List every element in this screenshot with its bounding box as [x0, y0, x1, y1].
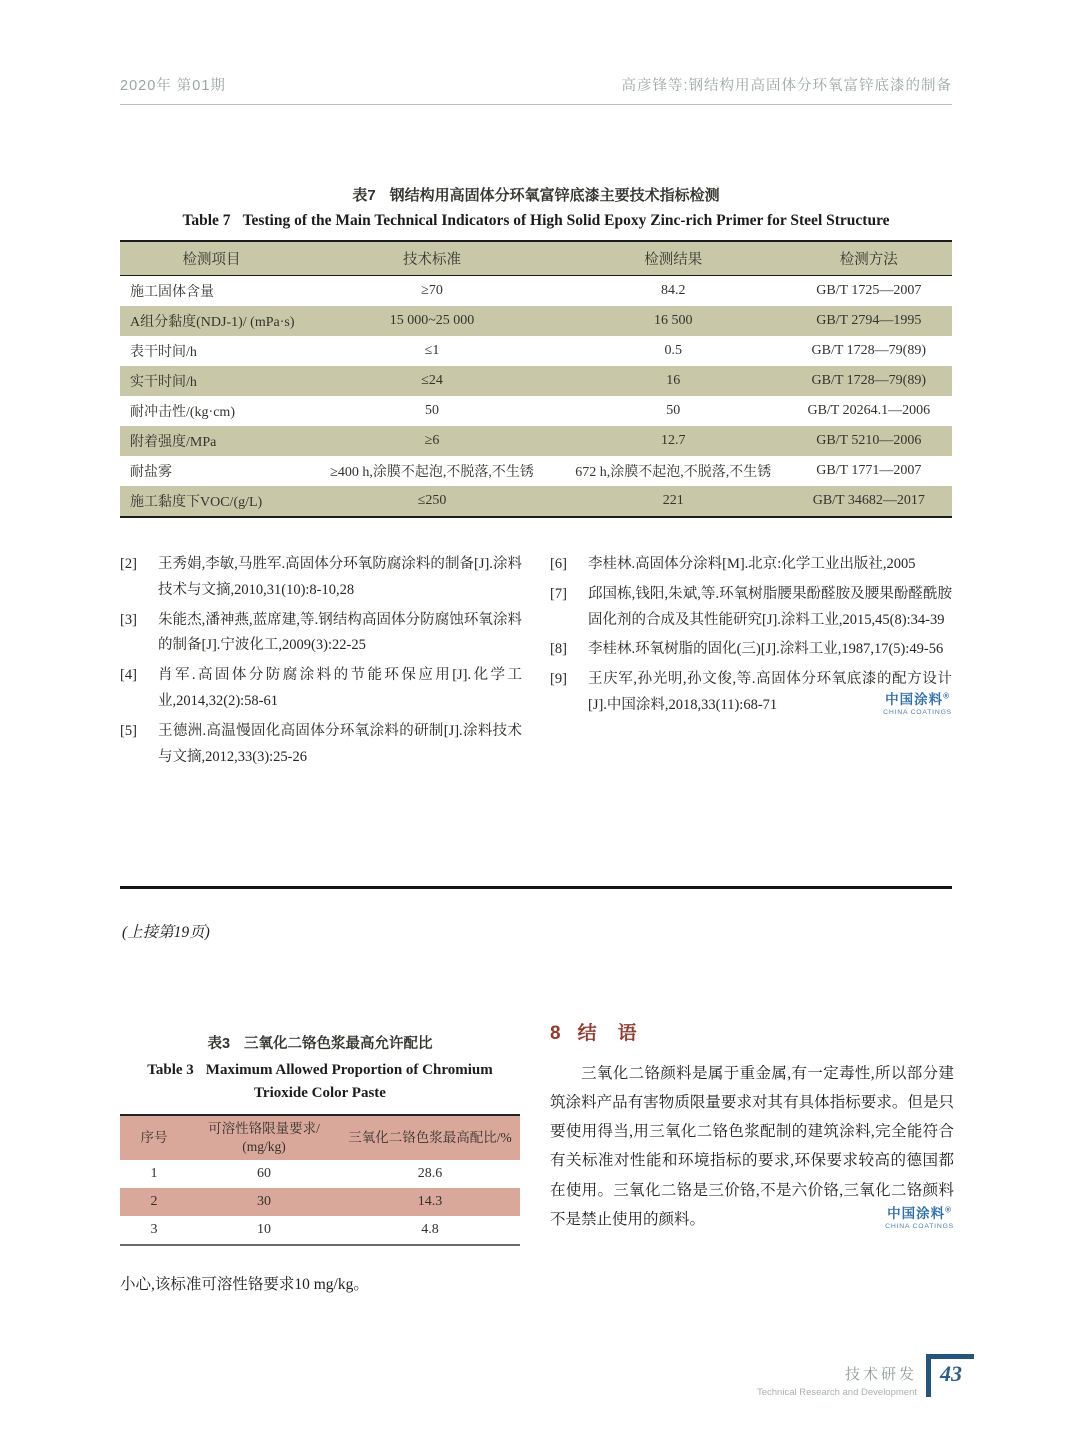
continuation-note: (上接第19页)	[122, 924, 210, 941]
reference-text: 肖军.高固体分防腐涂料的节能环保应用[J].化学工业,2014,32(2):58-61	[158, 667, 522, 709]
table-cell: 施工黏度下VOC/(g/L)	[130, 495, 263, 510]
china-coatings-logo	[885, 1206, 954, 1231]
reference-text: 李桂林.高固体分涂料[M].北京:化学工业出版社,2005	[588, 556, 916, 572]
section-divider	[120, 886, 952, 889]
reference-list	[120, 552, 960, 774]
table7-caption-zh-label: 表7	[352, 187, 376, 204]
table-cell: GB/T 1725—2007	[816, 283, 922, 298]
table3-caption-en-line2: Trioxide Color Paste	[254, 1084, 386, 1101]
table-row	[120, 1188, 520, 1216]
table3-caption-zh	[120, 1032, 520, 1053]
table-cell: 84.2	[661, 283, 686, 298]
table-row	[120, 276, 952, 307]
table-cell: 16 500	[654, 313, 693, 328]
list-item	[550, 582, 952, 634]
bottom-section	[120, 1018, 960, 1294]
table7-header-row	[120, 241, 952, 276]
table-cell: ≤1	[424, 343, 440, 358]
list-item	[550, 667, 952, 719]
table3-col-header: 序号	[120, 1115, 188, 1160]
table-cell: 实干时间/h	[130, 375, 197, 390]
table3-column	[120, 1018, 520, 1294]
table7-caption-en	[120, 212, 952, 230]
reference-number: [5]	[120, 722, 137, 739]
reference-number: [3]	[120, 611, 137, 628]
table-row	[120, 426, 952, 456]
list-item	[120, 552, 522, 604]
table-cell: 50	[666, 403, 681, 418]
table-cell: 221	[662, 493, 684, 508]
reference-number: [9]	[550, 671, 567, 688]
table-cell: A组分黏度(NDJ-1)/ (mPa·s)	[130, 315, 295, 330]
table-cell: ≥400 h,涂膜不起泡,不脱落,不生锈	[330, 465, 534, 480]
logo-text-zh: 中国涂料®	[887, 1205, 953, 1221]
reference-number: [2]	[120, 556, 137, 572]
table3-caption-en-label: Table 3	[147, 1062, 194, 1078]
table3-caption-zh-text: 三氧化二铬色浆最高允许配比	[244, 1036, 433, 1052]
reference-text: 王德洲.高温慢固化高固体分环氧涂料的研制[J].涂料技术与文摘,2012,33(3):25-26	[158, 722, 522, 765]
footer-label-zh: 技术研发	[844, 1366, 917, 1383]
table7-caption-en-label: Table 7	[182, 212, 231, 229]
table3-captions	[120, 1032, 520, 1104]
reference-column-right	[550, 552, 952, 774]
table7-caption-en-text: Testing of the Main Technical Indicators of High Solid Epoxy Zinc-rich Primer for Steel Structure	[242, 212, 890, 229]
table3-caption-zh-label: 表3	[207, 1036, 231, 1052]
reference-text: 朱能杰,潘神燕,蓝席建,等.钢结构高固体分防腐蚀环氧涂料的制备[J].宁波化工,2009(3):22-25	[158, 611, 522, 654]
table-cell: 12.7	[661, 433, 686, 448]
table-row	[120, 1216, 520, 1245]
reference-number: [8]	[550, 641, 567, 658]
table3-header-row	[120, 1115, 520, 1160]
table3-caption-en	[120, 1059, 520, 1104]
table7-col-header: 技术标准	[303, 241, 561, 276]
section-number: 8	[550, 1023, 562, 1044]
table-cell: 附着强度/MPa	[130, 435, 217, 450]
table3	[120, 1114, 520, 1246]
list-item	[550, 552, 952, 578]
reference-text: 邱国栋,钱阳,朱斌,等.环氧树脂腰果酚醛胺及腰果酚醛酰胺固化剂的合成及其性能研究[J].涂料工业,2015,45(8):34-39	[588, 585, 952, 628]
table-row	[120, 456, 952, 486]
page-header	[120, 74, 952, 105]
table-cell: 0.5	[664, 343, 682, 358]
china-coatings-logo	[883, 693, 952, 717]
table7	[120, 240, 952, 518]
table-cell: 4.8	[421, 1222, 439, 1238]
table3-note: 小心,该标准可溶性铬要求10 mg/kg。	[120, 1276, 369, 1294]
registered-mark: ®	[945, 1205, 953, 1215]
table-cell: 30	[257, 1194, 271, 1210]
table-cell: ≤250	[417, 493, 447, 508]
table-row	[120, 306, 952, 336]
logo-text-en: CHINA COATINGS	[883, 708, 952, 716]
section-title: 结 语	[577, 1023, 638, 1044]
page-number: 43	[926, 1354, 974, 1397]
reference-text: 王庆军,孙光明,孙文俊,等.高固体分环氧底漆的配方设计[J].中国涂料,2018,33(11):68-71	[588, 671, 952, 713]
table-row	[120, 486, 952, 517]
table-cell: GB/T 1728—79(89)	[811, 373, 927, 388]
table-cell: GB/T 5210—2006	[816, 433, 922, 448]
table-cell: 15 000~25 000	[389, 313, 475, 328]
table-cell: 施工固体含量	[130, 285, 214, 300]
reference-text: 李桂林.环氧树脂的固化(三)[J].涂料工业,1987,17(5):49-56	[588, 641, 944, 658]
table-cell: 16	[666, 373, 681, 388]
table7-caption-zh	[120, 184, 952, 205]
registered-mark: ®	[943, 691, 951, 701]
table-cell: GB/T 1728—79(89)	[811, 343, 927, 358]
table-cell: GB/T 34682—2017	[812, 493, 925, 508]
conclusion-paragraph: 三氧化二铬颜料是属于重金属,有一定毒性,所以部分建筑涂料产品有害物质限量要求对其有具体指标要求。但是只要使用得当,用三氧化二铬色浆配制的建筑涂料,完全能符合有关标准对性能和环境指标的要求,环保要求较高的德国都在使用。三氧化二铬是三价铬,不是六价铬,三氧化二铬颜料不是禁止使用的颜料。	[550, 1065, 954, 1228]
table-cell: GB/T 20264.1—2006	[807, 403, 931, 418]
table-row	[120, 366, 952, 396]
table-cell: 3	[150, 1222, 158, 1238]
conclusion-column	[550, 1018, 954, 1294]
table-cell: 表干时间/h	[130, 345, 197, 360]
reference-column-left	[120, 552, 522, 774]
logo-text-en: CHINA COATINGS	[885, 1222, 954, 1230]
conclusion-body-wrap	[550, 1059, 954, 1234]
list-item	[120, 719, 522, 771]
table3-caption-en-line1: Maximum Allowed Proportion of Chromium	[205, 1062, 493, 1078]
page-footer	[757, 1354, 974, 1398]
table-row	[120, 336, 952, 366]
table7-col-header: 检测结果	[561, 241, 786, 276]
reference-number: [6]	[550, 556, 567, 572]
table7-col-header: 检测项目	[120, 241, 303, 276]
table-cell: 14.3	[417, 1194, 443, 1210]
table-cell: GB/T 1771—2007	[816, 463, 922, 478]
table-row	[120, 396, 952, 426]
footer-section-label	[757, 1354, 917, 1398]
table7-caption-zh-text: 钢结构用高固体分环氧富锌底漆主要技术指标检测	[389, 187, 720, 204]
table-cell: 672 h,涂膜不起泡,不脱落,不生锈	[575, 465, 772, 480]
reference-number: [7]	[550, 585, 567, 602]
table7-col-header: 检测方法	[786, 241, 952, 276]
list-item	[120, 663, 522, 715]
table-cell: ≤24	[421, 373, 443, 388]
footer-label-en: Technical Research and Development	[756, 1387, 917, 1398]
reference-number: [4]	[120, 667, 137, 684]
table-row	[120, 1160, 520, 1188]
table-cell: 50	[424, 403, 439, 418]
logo-text-zh: 中国涂料®	[885, 691, 951, 708]
table-cell: 60	[257, 1166, 271, 1182]
table-cell: 耐盐雾	[130, 465, 172, 480]
table3-col-header: 三氧化二铬色浆最高配比/%	[340, 1115, 520, 1160]
journal-issue: 2020年 第01期	[120, 78, 226, 94]
table-cell: ≥6	[424, 433, 440, 448]
table-cell: 耐冲击性/(kg·cm)	[130, 405, 235, 420]
table7-captions	[120, 184, 952, 230]
table-cell: 2	[150, 1194, 158, 1210]
list-item	[120, 608, 522, 660]
table-cell: GB/T 2794—1995	[816, 313, 922, 328]
list-item	[550, 637, 952, 663]
section-heading	[550, 1018, 954, 1045]
running-title: 高彦锋等:钢结构用高固体分环氧富锌底漆的制备	[621, 78, 952, 94]
table-cell: ≥70	[421, 283, 443, 298]
reference-text: 王秀娟,李敏,马胜军.高固体分环氧防腐涂料的制备[J].涂料技术与文摘,2010,31(10):8-10,28	[158, 556, 522, 598]
table-cell: 10	[257, 1222, 271, 1238]
table-cell: 1	[150, 1166, 158, 1182]
table3-col-header: 可溶性铬限量要求/ (mg/kg)	[188, 1115, 340, 1160]
table-cell: 28.6	[417, 1166, 443, 1182]
